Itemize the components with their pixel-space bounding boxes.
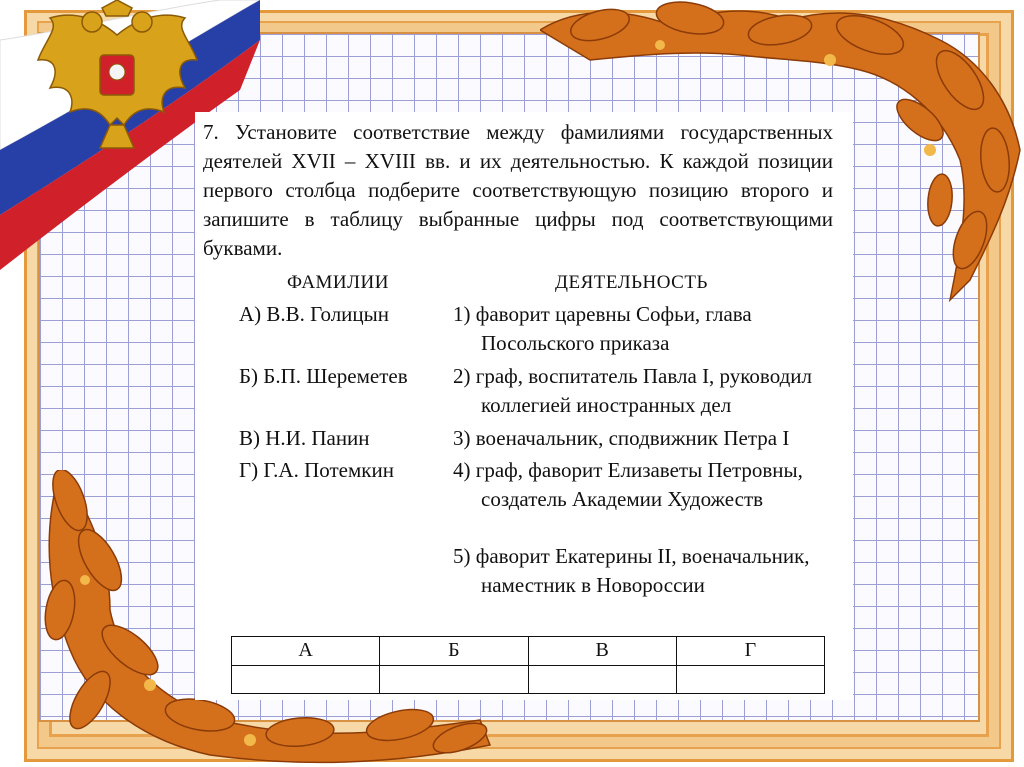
activity-item-4: 4) граф, фаворит Елизаветы Петровны, создатель Академии Художеств	[453, 458, 803, 511]
answer-table-header-row	[232, 637, 825, 666]
activity-item-3: 3) военачальник, сподвижник Петра I	[453, 426, 790, 450]
question-panel	[195, 112, 853, 700]
answer-table-header-cell: Б	[380, 637, 528, 666]
answer-table	[231, 636, 825, 694]
question-text: 7. Установите соответствие между фамилиями государственных деятелей XVII – XVIII вв. и их деятельностью. К каждой позиции первого столбца подберите соответствующую позицию второго и запишите в таблицу выбранные цифры под соответствующими буквами.	[203, 120, 833, 260]
name-item-g: Г) Г.А. Потемкин	[239, 458, 394, 482]
answer-table-answer-row	[232, 665, 825, 694]
answer-table-header-cell: В	[528, 637, 676, 666]
names-column-header: ФАМИЛИИ	[287, 272, 389, 293]
name-item-v: В) Н.И. Панин	[239, 426, 370, 450]
name-item-a: А) В.В. Голицын	[239, 302, 389, 326]
activities-column-header: ДЕЯТЕЛЬНОСТЬ	[555, 272, 708, 293]
answer-table-header-cell: А	[232, 637, 380, 666]
answer-cell[interactable]	[380, 665, 528, 694]
answer-cell[interactable]	[676, 665, 824, 694]
answer-table-header-cell: Г	[676, 637, 824, 666]
activity-item-1: 1) фаворит царевны Софьи, глава Посольского приказа	[453, 302, 752, 355]
activity-item-2: 2) граф, воспитатель Павла I, руководил коллегией иностранных дел	[453, 364, 812, 417]
activity-item-5: 5) фаворит Екатерины II, военачальник, наместник в Новороссии	[453, 544, 810, 597]
answer-cell[interactable]	[232, 665, 380, 694]
double-headed-eagle-emblem-icon	[30, 0, 205, 150]
answer-cell[interactable]	[528, 665, 676, 694]
name-item-b: Б) Б.П. Шереметев	[239, 364, 408, 388]
